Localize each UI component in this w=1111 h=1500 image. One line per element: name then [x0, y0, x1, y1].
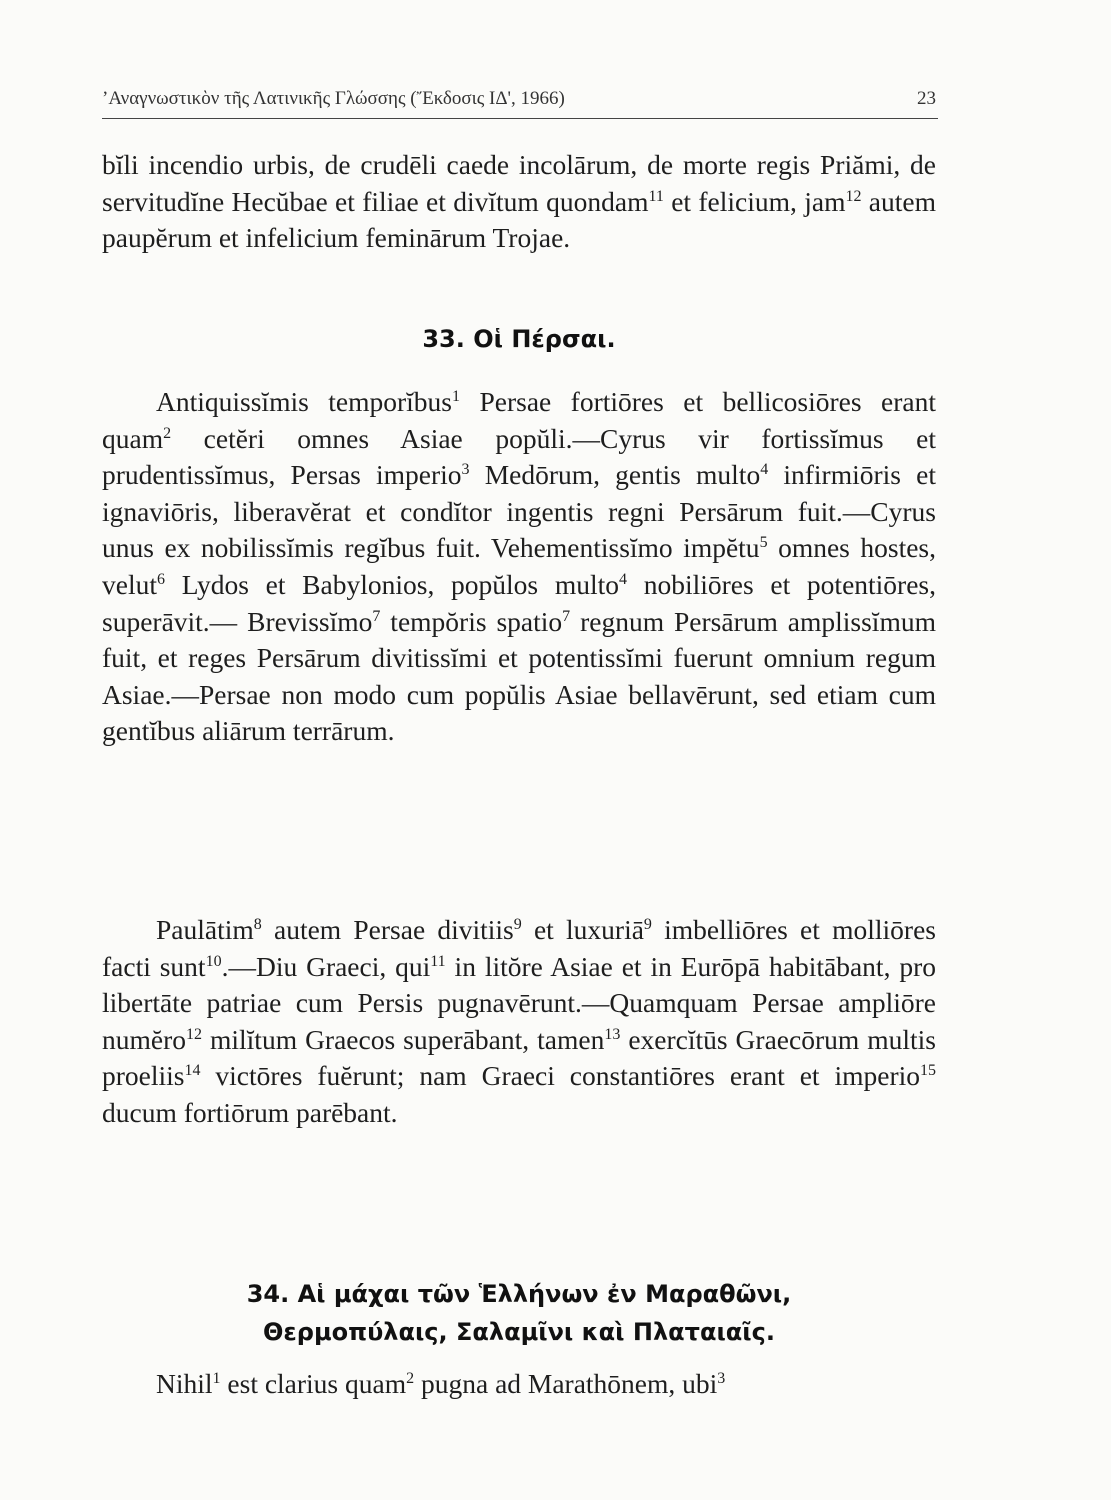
- footnote-ref: 12: [845, 187, 862, 205]
- text-run: in litŏre Asiae et in Eurōpā habitābant, pro libertāte patriae cum Persis pugnavērunt.—Quamquam Persae ampliōre numĕro: [102, 950, 936, 1055]
- text-run: infirmiōris et ignaviōris, liberavĕrat et condĭtor ingentis regni Persārum fuit.—Cyrus unus ex nobilissĭmis regĭbus fuit. Vehementissĭmo impĕtu: [102, 459, 936, 564]
- text-run: Medōrum, gentis multo: [469, 459, 761, 491]
- text-run: milĭtum Graecos superābant, tamen: [202, 1023, 605, 1055]
- text-run: exercĭtūs Graecōrum multis proeliis: [102, 1023, 936, 1092]
- paragraph-persae: [102, 384, 936, 750]
- footnote-ref: 14: [184, 1062, 201, 1080]
- footnote-ref: 2: [163, 424, 172, 442]
- text-run: .—Diu Graeci, qui: [221, 950, 431, 982]
- footnote-ref: 11: [430, 952, 446, 970]
- footnote-ref: 11: [648, 187, 664, 205]
- text-run: Paulātim: [156, 914, 254, 945]
- footnote-ref: 9: [643, 915, 652, 933]
- text-run: imbelliōres et molliōres facti sunt: [102, 914, 936, 982]
- footnote-ref: 5: [759, 534, 768, 552]
- footnote-ref: 13: [604, 1025, 621, 1043]
- text-run: Nihil: [156, 1368, 213, 1399]
- footnote-ref: 9: [513, 915, 522, 933]
- footnote-ref: 15: [920, 1062, 936, 1080]
- footnote-ref: 6: [157, 570, 165, 588]
- footnote-ref: 3: [717, 1369, 726, 1387]
- text-run: est clarius quam: [220, 1368, 407, 1399]
- text-run: omnes hostes, velut: [102, 532, 936, 600]
- footnote-ref: 1: [212, 1369, 221, 1387]
- text-run: bĭli incendio urbis, de crudēli caede incolārum, de morte regis Priămi, de servitudĭne Hecŭbae et filiae et divĭtum quondam: [102, 149, 936, 217]
- text-run: victōres fuĕrunt; nam Graeci constantiōres erant et imperio: [200, 1060, 920, 1092]
- footnote-ref: 2: [406, 1369, 415, 1387]
- text-run: pugna ad Marathōnem, ubi: [414, 1368, 718, 1399]
- section-heading-34-line1: 34. Αἱ μάχαι τῶν Ἑλλήνων ἐν Μαραθῶνι,: [246, 1280, 792, 1308]
- footnote-ref: 10: [205, 952, 222, 970]
- running-title: ’Αναγνωστικὸν τῆς Λατινικῆς Γλώσσης (Ἔκδοσις ΙΔ', 1966): [102, 88, 565, 109]
- text-run: tempŏris spatio: [380, 605, 563, 637]
- paragraph-nihil: [102, 1366, 936, 1403]
- text-run: cetĕri omnes Asiae popŭli.—Cyrus vir fortissĭmus et prudentissĭmus, Persas imperio: [102, 422, 936, 491]
- section-heading-33: 33. Οἱ Πέρσαι.: [422, 325, 616, 353]
- footnote-ref: 4: [619, 570, 627, 588]
- section-heading-34-line2: Θερμοπύλαις, Σαλαμῖνι καὶ Πλαταιαῖς.: [263, 1318, 775, 1346]
- text-run: Lydos et Babylonios, popŭlos multo: [165, 568, 619, 600]
- text-run: autem Persae divitiis: [261, 914, 514, 945]
- footnote-ref: 7: [372, 607, 381, 625]
- footnote-ref: 7: [562, 607, 571, 625]
- page-number: 23: [917, 88, 936, 109]
- footnote-ref: 1: [452, 387, 460, 405]
- text-run: autem paupĕrum et infelicium feminārum Trojae.: [102, 185, 936, 254]
- footnote-ref: 3: [461, 461, 470, 479]
- text-run: Antiquissĭmis temporĭbus: [156, 386, 452, 417]
- text-run: nobiliōres et potentiōres, superāvit.— Brevissĭmo: [102, 568, 936, 637]
- text-run: et felicium, jam: [663, 185, 846, 217]
- text-run: regnum Persārum amplissĭmum fuit, et reges Persārum divitissĭmi et potentissĭmi fuerunt omnium regum Asiae.—Persae non modo cum popŭlis Asiae bellavērunt, sed etiam cum gentĭbus aliārum terrārum.: [102, 605, 936, 747]
- text-run: Persae fortiōres et bellicosiōres erant quam: [102, 386, 936, 454]
- text-run: et luxuriā: [521, 914, 644, 945]
- footnote-ref: 4: [760, 461, 769, 479]
- footnote-ref: 12: [186, 1025, 203, 1043]
- footnote-ref: 8: [253, 915, 262, 933]
- running-header: [102, 86, 938, 119]
- paragraph-paulatim: [102, 912, 936, 1132]
- continuation-paragraph: [102, 147, 936, 257]
- text-run: ducum fortiōrum parēbant.: [102, 1096, 398, 1128]
